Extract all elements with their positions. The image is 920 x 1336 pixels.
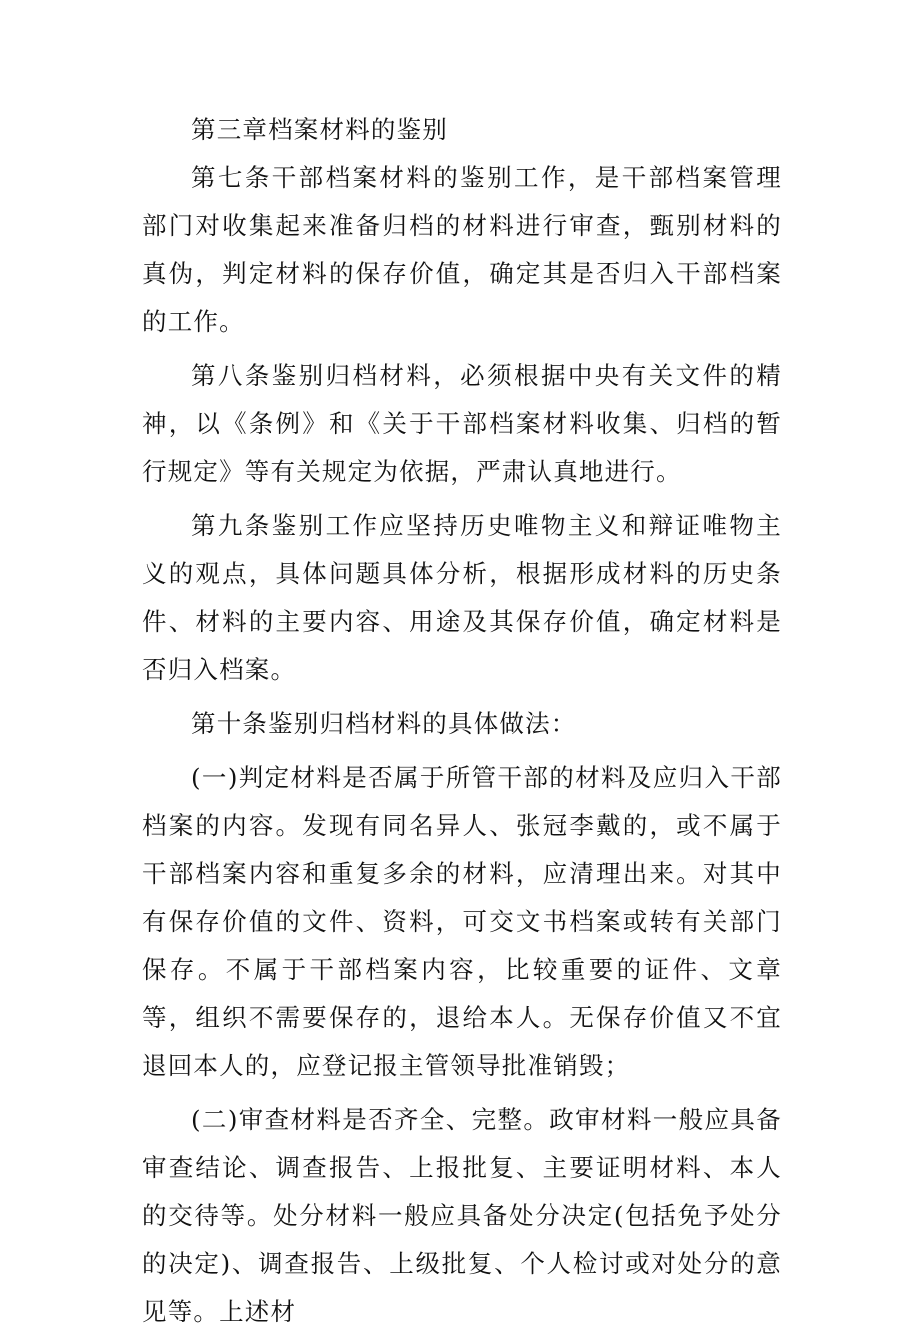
paragraph-article-9: 第九条鉴别工作应坚持历史唯物主义和辩证唯物主义的观点，具体问题具体分析，根据形成材料的历史条件、材料的主要内容、用途及其保存价值，确定材料是否归入档案。 — [142, 511, 782, 684]
paragraph-article-8: 第八条鉴别归档材料，必须根据中央有关文件的精神，以《条例》和《关于干部档案材料收集、归档的暂行规定》等有关规定为依据，严肃认真地进行。 — [142, 361, 782, 486]
paragraph-item-1: (一)判定材料是否属于所管干部的材料及应归入干部档案的内容。发现有同名异人、张冠李戴的，或不属于干部档案内容和重复多余的材料，应清理出来。对其中有保存价值的文件、资料，可交文书档案或转有关部门保存。不属于干部档案内容，比较重要的证件、文章等，组织不需要保存的，退给本人。无保存价值又不宜退回本人的，应登记报主管领导批准销毁； — [142, 763, 782, 1080]
paragraph-item-2: (二)审查材料是否齐全、完整。政审材料一般应具备审查结论、调查报告、上报批复、主要证明材料、本人的交待等。处分材料一般应具备处分决定(包括免予处分的决定)、调查报告、上级批复、个人检讨或对处分的意见等。上述材 — [142, 1105, 782, 1326]
chapter-title: 第三章档案材料的鉴别 — [191, 115, 448, 144]
paragraph-article-10: 第十条鉴别归档材料的具体做法： — [191, 709, 577, 738]
paragraph-article-7: 第七条干部档案材料的鉴别工作，是干部档案管理部门对收集起来准备归档的材料进行审查，甄别材料的真伪，判定材料的保存价值，确定其是否归入干部档案的工作。 — [142, 163, 782, 336]
